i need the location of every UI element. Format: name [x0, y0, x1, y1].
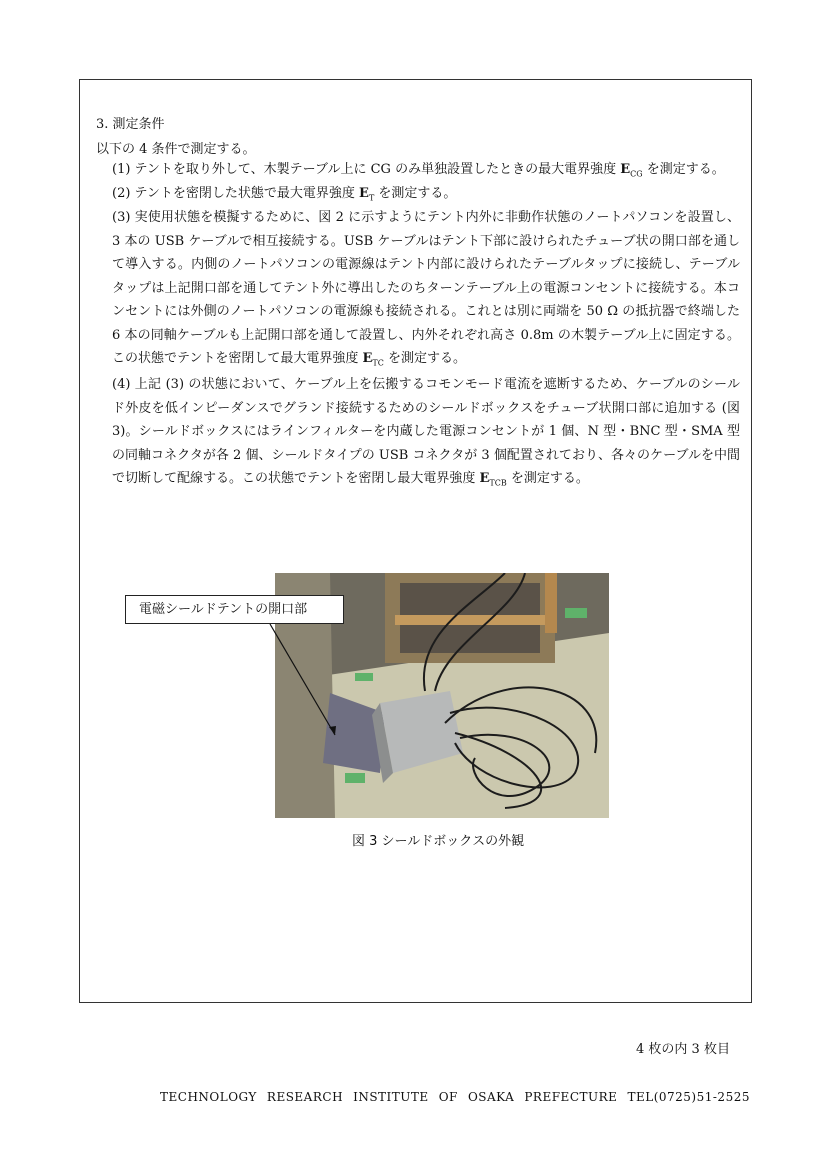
condition-1: (1) テントを取り外して、木製テーブル上に CG のみ単独設置したときの最大電界強度 $E_{CG}$ を測定する。 [112, 162, 725, 179]
footer-word: OF [438, 1090, 458, 1104]
callout-label: 電磁シールドテントの開口部 [125, 595, 344, 624]
footer [160, 1090, 750, 1104]
page-number: 4 枚の内 3 枚目 [636, 1042, 730, 1057]
footer-word: INSTITUTE [353, 1090, 429, 1104]
condition-3: (3) 実使用状態を模擬するために、図 2 に示すようにテント内外に非動作状態のノートパソコンを設置し、3 本の USB ケーブルで相互接続する。USB ケーブルはテント下部に設けられたチューブ状の開口部を通して導入する。内側のノートパソコンの電源線はテント内部に設けられたテーブルタップに接続し、テーブルタップは上記開口部を通してテント外に導出したのちターンテーブル上の電源コンセントに接続する。本コンセントには外側のノートパソコンの電源線も接続される。これとは別に両端を 50 Ω の抵抗器で終端した 6 本の同軸ケーブルも上記開口部を通して設置し、内外それぞれ高さ 0.8m の木製テーブル上に固定する。この状態でテントを密閉して最大電界強度 $E_{TC}$ を測定する。 [112, 210, 740, 368]
figure-caption: 図 3 シールドボックスの外観 [352, 834, 525, 849]
section-intro: 以下の 4 条件で測定する。 [96, 142, 256, 157]
condition-4: (4) 上記 (3) の状態において、ケーブル上を伝搬するコモンモード電流を遮断するため、ケーブルのシールド外皮を低インピーダンスでグランド接続するためのシールドボックスをチューブ状開口部に追加する (図 3)。シールドボックスにはラインフィルターを内蔵した電源コンセントが 1 個、N 型・BNC 型・SMA 型の同軸コネクタが各 2 個、シールドタイプの USB コネクタが 3 個配置されており、各々のケーブルを中間で切断して配線する。この状態でテントを密閉し最大電界強度 $E_{TCB}$ を測定する。 [112, 377, 740, 488]
footer-word: TECHNOLOGY [160, 1090, 257, 1104]
footer-word: RESEARCH [266, 1090, 344, 1104]
footer-word: PREFECTURE [524, 1090, 618, 1104]
section-heading: 3. 測定条件 [96, 117, 165, 132]
condition-2: (2) テントを密閉した状態で最大電界強度 $E_T$ を測定する。 [112, 186, 457, 203]
footer-tel: TEL(0725)51-2525 [627, 1090, 750, 1104]
footer-word: OSAKA [467, 1090, 515, 1104]
